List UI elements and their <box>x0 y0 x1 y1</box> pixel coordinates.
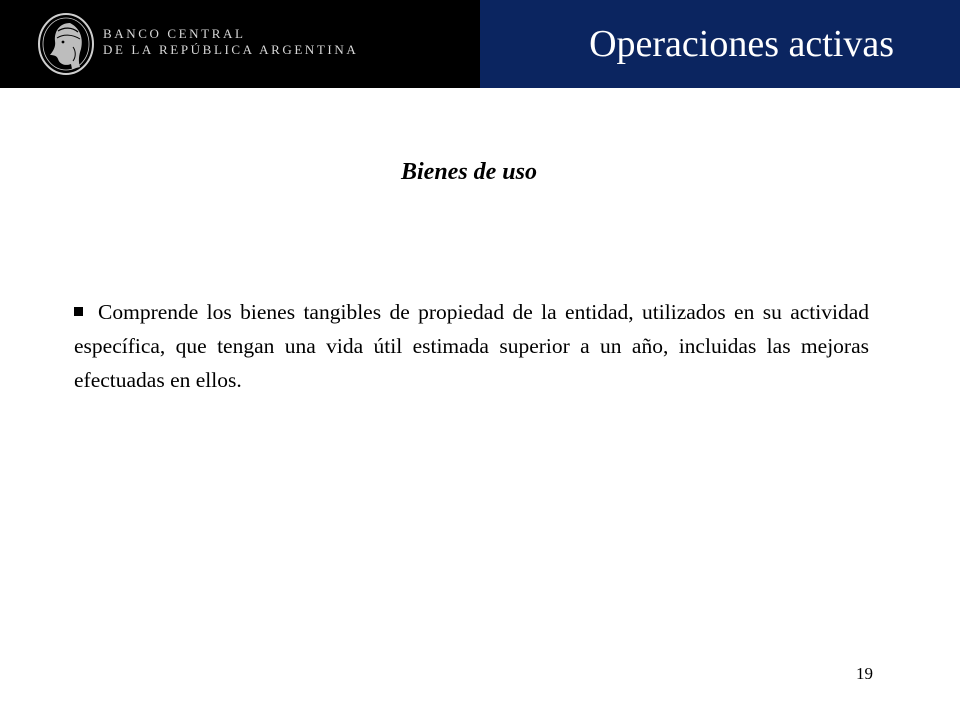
square-bullet-icon <box>74 295 86 329</box>
section-title: Operaciones activas <box>589 23 894 65</box>
bank-seal-icon <box>36 11 96 77</box>
bullet-paragraph <box>74 295 869 397</box>
logo-bank-name-line2: DE LA REPÚBLICA ARGENTINA <box>103 42 359 57</box>
header-logo-band <box>0 0 480 88</box>
slide-title: Bienes de uso <box>400 159 537 185</box>
page-number: 19 <box>856 664 873 683</box>
bullet-text: Comprende los bienes tangibles de propiedad de la entidad, utilizados en su actividad específica, que tengan una vida útil estimada superior a un año, incluidas las mejoras efectuadas en ellos. <box>74 300 869 392</box>
logo-bank-name-line1: BANCO CENTRAL <box>103 26 246 41</box>
